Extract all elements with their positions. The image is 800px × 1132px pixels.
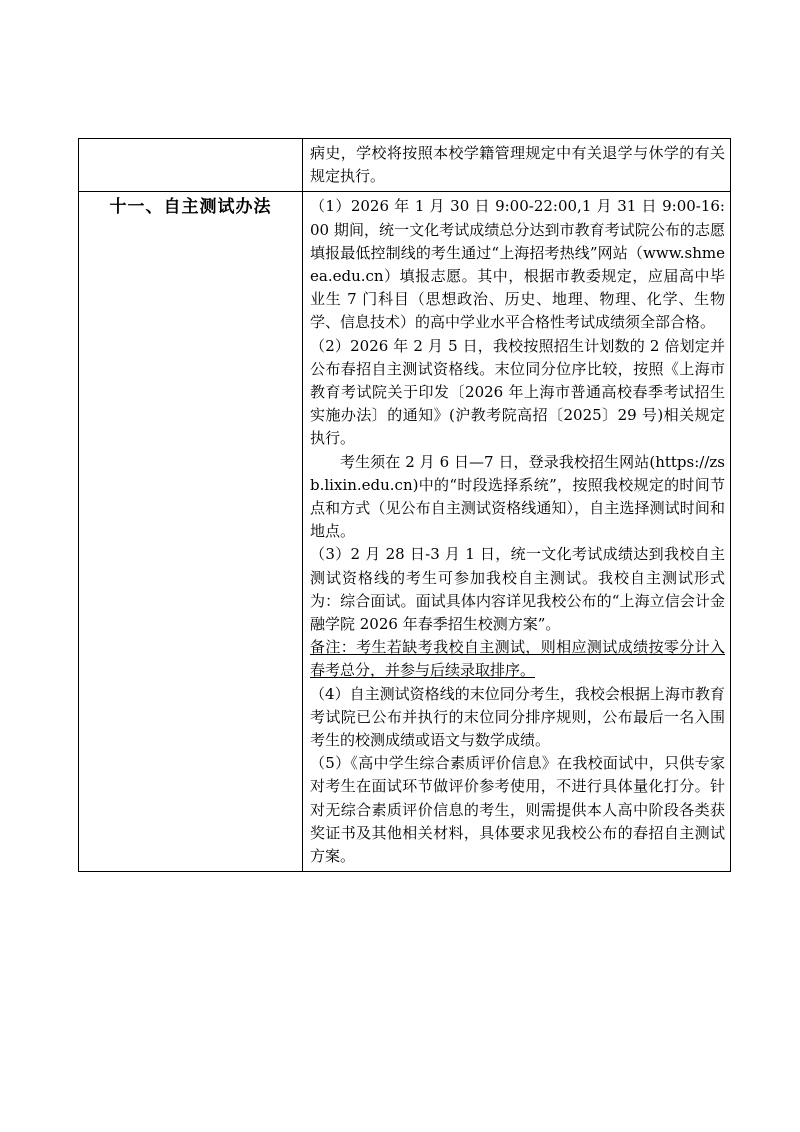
continued-text: 病史，学校将按照本校学籍管理规定中有关退学与休学的有关规定执行。	[310, 144, 725, 186]
table-cell-content	[303, 192, 731, 872]
policy-table	[78, 138, 731, 872]
paragraph-2: （2）2026 年 2 月 5 日，我校按照招生计划数的 2 倍划定并公布春招自主测试资格线。末位同分位序比较，按照《上海市教育考试院关于印发〔2026 年上海市普通高校春季考试招生实施办法〕的通知》(沪教考院高招〔2025〕29 号)相关规定执行。	[310, 336, 725, 448]
paragraph-5: （4）自主测试资格线的末位同分考生，我校会根据上海市教育考试院已公布并执行的末位同分排序规则，公布最后一名入围考生的校测成绩或语文与数学成绩。	[310, 684, 725, 750]
paragraph-6: （5）《高中学生综合素质评价信息》在我校面试中，只供专家对考生在面试环节做评价参考使用，不进行具体量化打分。针对无综合素质评价信息的考生，则需提供本人高中阶段各类获奖证书及其他相关材料，具体要求见我校公布的春招自主测试方案。	[310, 754, 725, 866]
paragraph-4: （3）2 月 28 日-3 月 1 日，统一文化考试成绩达到我校自主测试资格线的考生可参加我校自主测试。我校自主测试形式为：综合面试。面试具体内容详见我校公布的“上海立信会计金融学院 2026 年春季招生校测方案”。	[310, 545, 725, 634]
paragraph-1: （1）2026 年 1 月 30 日 9:00-22:00,1 月 31 日 9:00-16:00 期间，统一文化考试成绩总分达到市教育考试院公布的志愿填报最低控制线的考生通过“上海招考热线”网站（www.shmeea.edu.cn）填报志愿。其中，根据市教委规定，应届高中毕业生 7 门科目（思想政治、历史、地理、物理、化学、生物学、信息技术）的高中学业水平合格性考试成绩须全部合格。	[310, 197, 725, 332]
section-title: 十一、自主测试办法	[109, 197, 272, 218]
table-cell-content	[303, 139, 731, 192]
table-row	[79, 139, 731, 192]
table-cell-label	[79, 192, 303, 872]
table-cell-label-empty	[79, 139, 303, 192]
table-row	[79, 192, 731, 872]
remark-note: 备注：考生若缺考我校自主测试，则相应测试成绩按零分计入春考总分，并参与后续录取排序。	[310, 638, 725, 680]
paragraph-3: 考生须在 2 月 6 日—7 日，登录我校招生网站(https://zsb.lixin.edu.cn)中的“时段选择系统”，按照我校规定的时间节点和方式（见公布自主测试资格线通知），自主选择测试时间和地点。	[310, 452, 725, 541]
